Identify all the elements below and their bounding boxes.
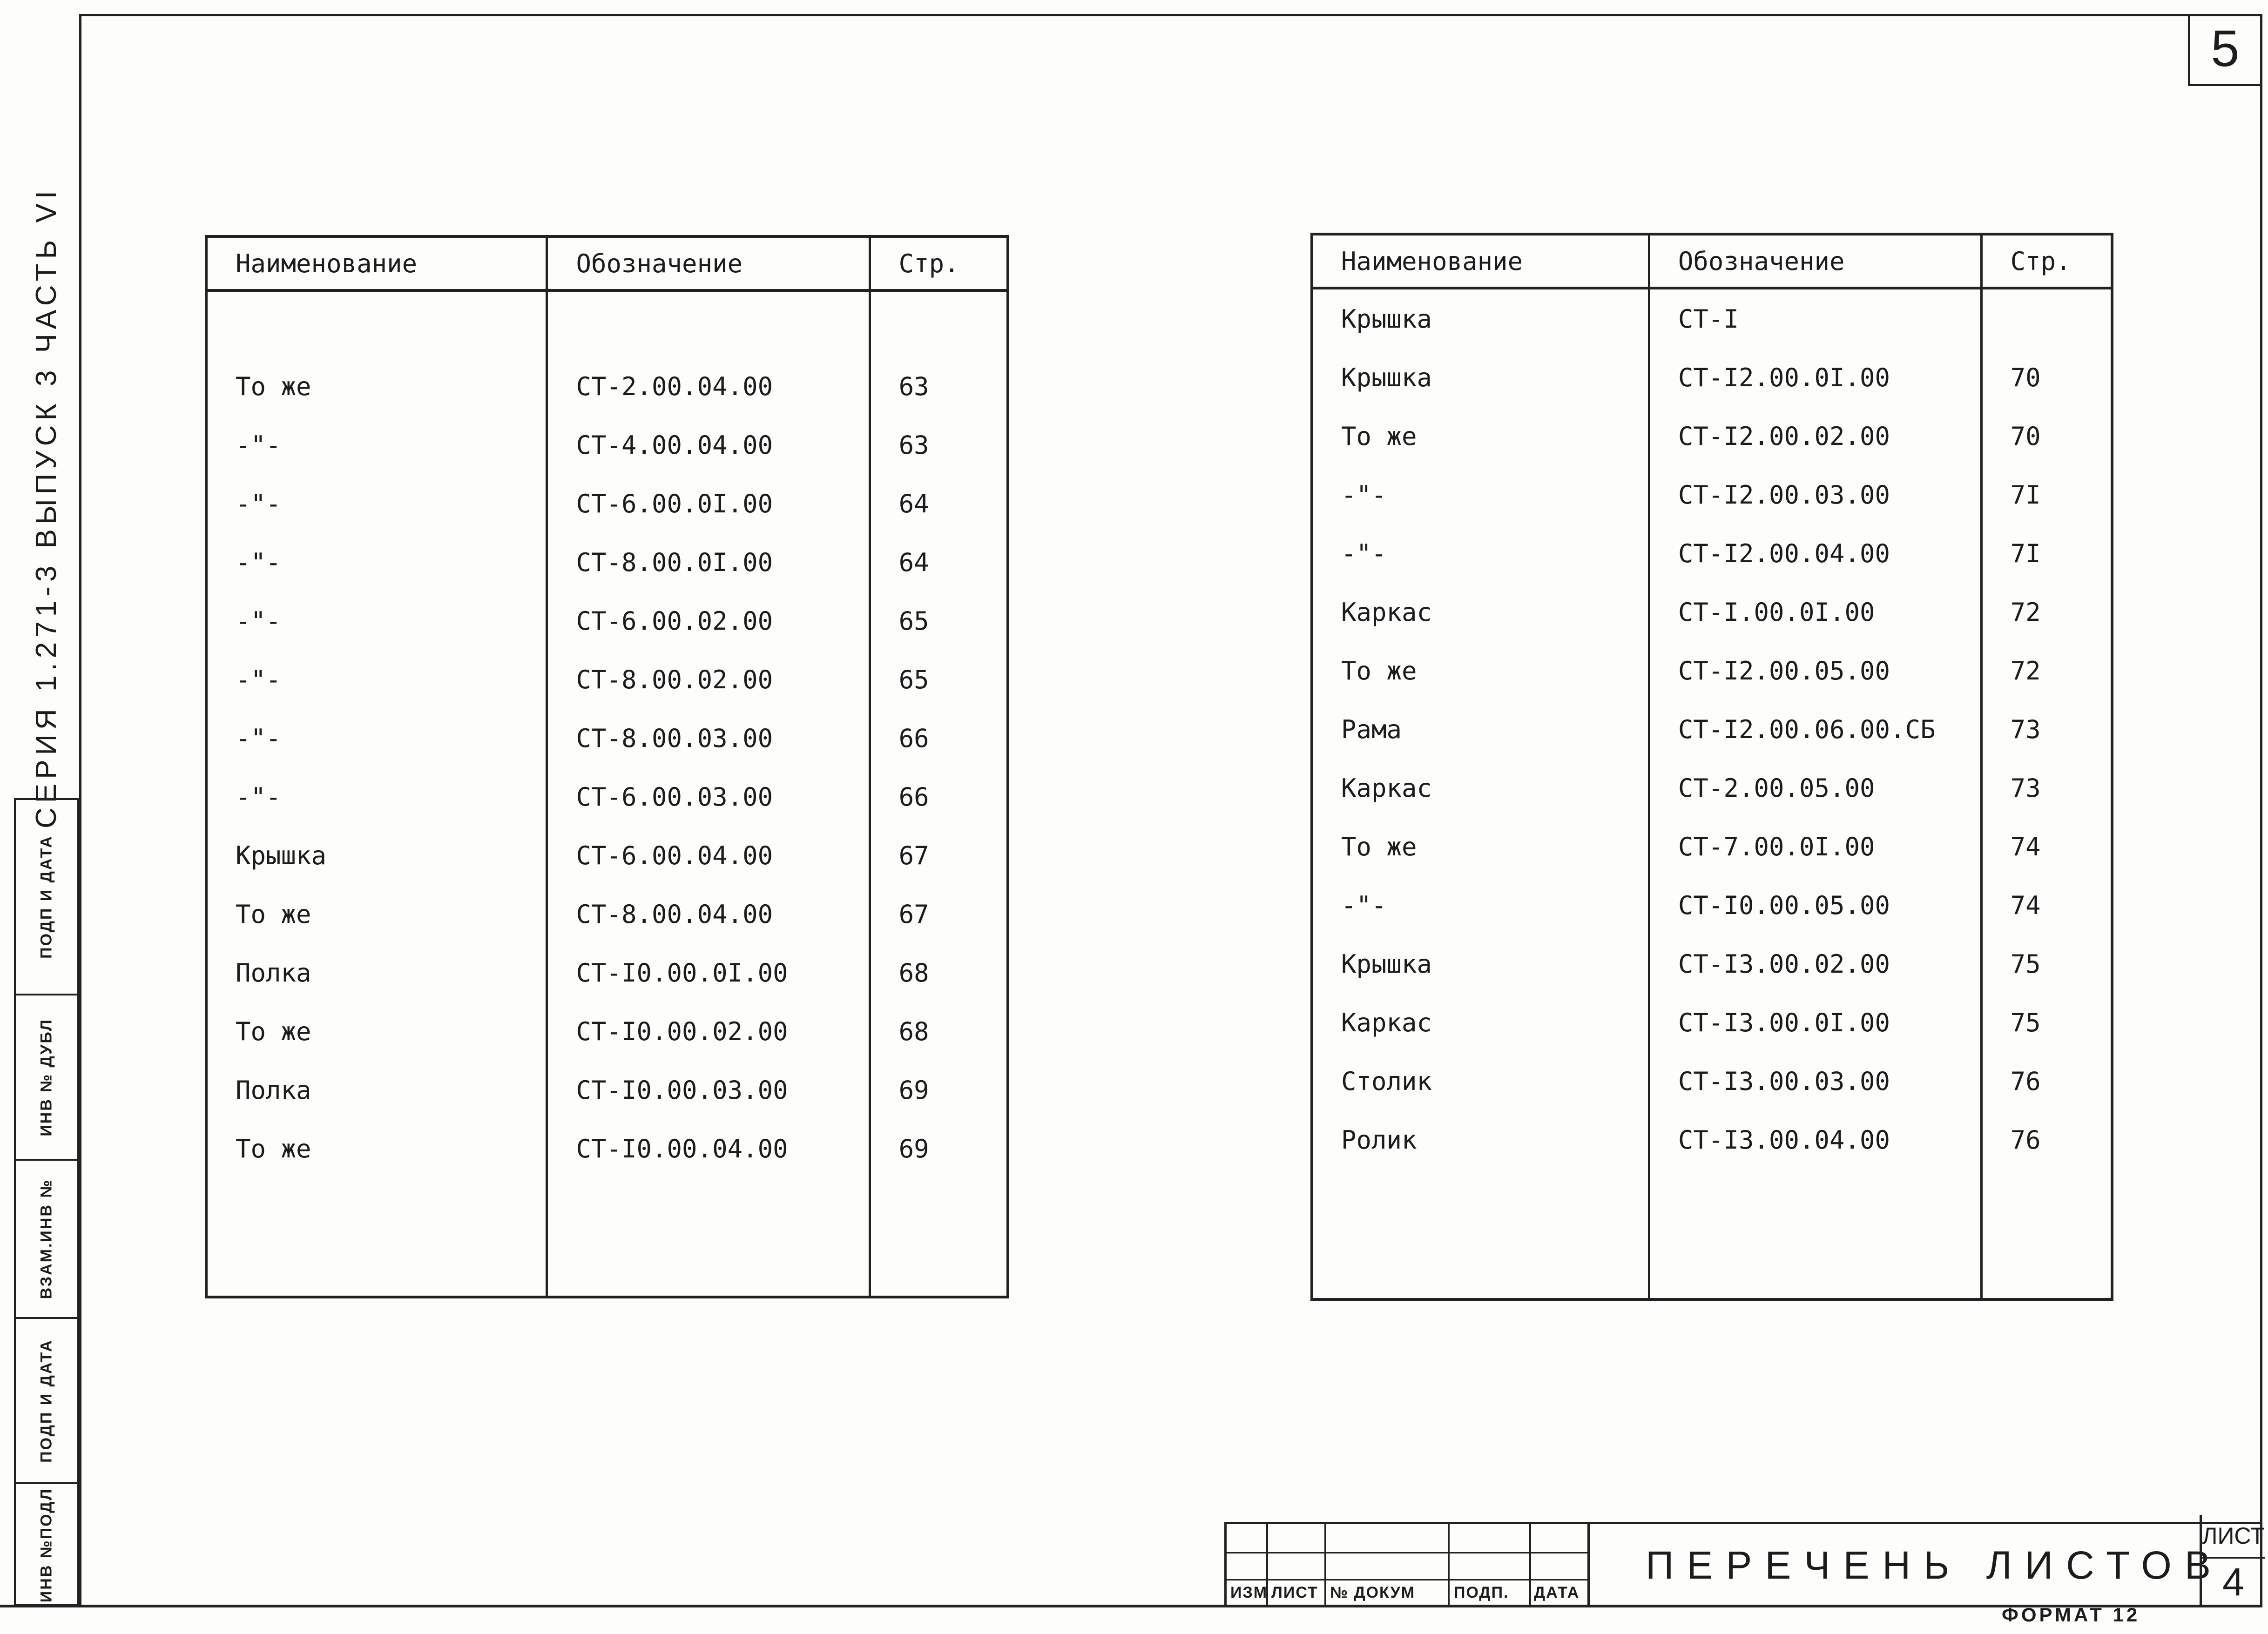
column-header-designation: Обозначение	[1649, 234, 1981, 288]
stamp-cell-sign-date-top	[16, 800, 77, 995]
row-designation: СТ-8.00.04.00	[547, 885, 870, 943]
table-row	[1312, 700, 2112, 759]
row-page: 72	[2010, 656, 2041, 686]
table-row	[1312, 524, 2112, 583]
table-row	[206, 650, 1008, 709]
row-designation: СТ-I0.00.02.00	[547, 1002, 870, 1061]
row-page: 70	[2010, 421, 2041, 451]
row-page: 75	[2010, 949, 2041, 979]
column-header-name: Наименование	[206, 236, 547, 290]
row-page: 64	[898, 547, 929, 577]
row-page: 72	[2010, 597, 2041, 627]
row-designation: СТ-I2.00.0I.00	[1649, 348, 1981, 407]
table-row	[206, 474, 1008, 533]
stamp-label: ВЗАМ.ИНВ №	[37, 1178, 55, 1299]
revision-column-label: № ДОКУМ	[1330, 1584, 1416, 1601]
stamp-cell-orig-inv	[16, 1484, 77, 1606]
column-header-page: Стр.	[870, 236, 1008, 290]
row-designation: СТ-6.00.03.00	[547, 767, 870, 826]
row-designation: СТ-2.00.05.00	[1649, 759, 1981, 817]
row-page: 67	[898, 841, 929, 870]
table-row	[206, 1119, 1008, 1178]
row-page: 75	[2010, 1008, 2041, 1037]
row-name: -"-	[206, 416, 547, 474]
row-page: 76	[2010, 1125, 2041, 1155]
row-name: То же	[1312, 817, 1649, 876]
row-name: Крышка	[206, 826, 547, 885]
row-page: 74	[2010, 832, 2041, 861]
table-row	[1312, 935, 2112, 993]
frame-border-bottom	[0, 1605, 2262, 1607]
series-label: СЕРИЯ 1.271-3 ВЫПУСК 3 ЧАСТЬ VI	[30, 186, 62, 828]
row-name: -"-	[206, 650, 547, 709]
row-name: Полка	[206, 943, 547, 1002]
row-page: 65	[898, 665, 929, 694]
row-designation: СТ-I2.00.03.00	[1649, 465, 1981, 524]
row-name: Крышка	[1312, 935, 1649, 993]
table-row	[1312, 583, 2112, 641]
table-row	[1312, 876, 2112, 935]
table-row	[206, 533, 1008, 592]
column-header-designation: Обозначение	[547, 236, 870, 290]
row-name: Каркас	[1312, 993, 1649, 1052]
row-designation: СТ-8.00.03.00	[547, 709, 870, 767]
drawing-title: ПЕРЕЧЕНЬ ЛИСТОВ	[1646, 1543, 2224, 1587]
table-row	[1312, 759, 2112, 817]
table-row	[1312, 288, 2112, 348]
page-number-box	[2188, 14, 2260, 86]
row-designation: СТ-2.00.04.00	[547, 357, 870, 416]
row-page: 73	[2010, 714, 2041, 744]
grid-line	[1324, 1524, 1326, 1605]
row-name: -"-	[206, 533, 547, 592]
row-designation: СТ-I	[1649, 288, 1981, 348]
row-designation: СТ-6.00.0I.00	[547, 474, 870, 533]
grid-line	[1227, 1579, 1590, 1580]
row-designation: СТ-I.00.0I.00	[1649, 583, 1981, 641]
revision-column-label: ЛИСТ	[1271, 1584, 1318, 1601]
stamp-label: ИНВ № ДУБЛ	[37, 1018, 55, 1136]
row-name: Каркас	[1312, 583, 1649, 641]
row-designation: СТ-I3.00.04.00	[1649, 1110, 1981, 1169]
table-row	[206, 1002, 1008, 1061]
table-row	[1312, 817, 2112, 876]
row-page: 74	[2010, 890, 2041, 920]
row-page: 63	[898, 371, 929, 401]
table-row	[1312, 1052, 2112, 1110]
table-row	[1312, 993, 2112, 1052]
format-label: ФОРМАТ 12	[2002, 1604, 2140, 1626]
row-designation: СТ-I2.00.05.00	[1649, 641, 1981, 700]
revision-column-label: ДАТА	[1534, 1584, 1580, 1601]
table-row	[1312, 407, 2112, 465]
table-row	[1312, 641, 2112, 700]
table-header-row	[1312, 234, 2112, 288]
row-designation: СТ-6.00.04.00	[547, 826, 870, 885]
table-row	[1312, 348, 2112, 407]
row-designation: СТ-8.00.0I.00	[547, 533, 870, 592]
table-row	[206, 943, 1008, 1002]
row-designation: СТ-I3.00.02.00	[1649, 935, 1981, 993]
grid-line	[1448, 1524, 1450, 1605]
table-spacer-row	[206, 290, 1008, 357]
table-row	[206, 1061, 1008, 1119]
row-name: То же	[206, 1002, 547, 1061]
row-name: -"-	[1312, 876, 1649, 935]
row-name: -"-	[1312, 524, 1649, 583]
grid-line	[1227, 1552, 1590, 1553]
row-name: -"-	[206, 709, 547, 767]
sheet-list-table-right	[1310, 233, 2113, 1301]
sheet-list-table-left	[205, 235, 1009, 1298]
stamp-label: ПОДП И ДАТА	[37, 1338, 55, 1463]
row-designation: СТ-I0.00.03.00	[547, 1061, 870, 1119]
table-row	[1312, 465, 2112, 524]
row-name: То же	[1312, 641, 1649, 700]
title-block	[1224, 1522, 2265, 1605]
row-designation: СТ-6.00.02.00	[547, 592, 870, 650]
row-name: То же	[206, 357, 547, 416]
row-designation: СТ-I2.00.04.00	[1649, 524, 1981, 583]
row-page: 69	[898, 1134, 929, 1163]
table-header-row	[206, 236, 1008, 290]
table-row	[206, 767, 1008, 826]
row-name: -"-	[206, 474, 547, 533]
row-designation: СТ-I0.00.0I.00	[547, 943, 870, 1002]
row-page	[1981, 288, 2112, 348]
page-number: 5	[2211, 20, 2240, 77]
row-designation: СТ-7.00.0I.00	[1649, 817, 1981, 876]
row-page: 7I	[2010, 538, 2041, 568]
row-name: Каркас	[1312, 759, 1649, 817]
row-designation: СТ-I0.00.05.00	[1649, 876, 1981, 935]
table-row	[1312, 1110, 2112, 1169]
stamp-cell-dup-inv	[16, 995, 77, 1161]
row-designation: СТ-I3.00.03.00	[1649, 1052, 1981, 1110]
row-designation: СТ-8.00.02.00	[547, 650, 870, 709]
row-page: 76	[2010, 1066, 2041, 1096]
stamp-label: ИНВ №ПОДЛ	[37, 1487, 55, 1602]
row-name: Ролик	[1312, 1110, 1649, 1169]
sheet-number-box	[2200, 1515, 2265, 1607]
frame-border-left	[79, 14, 81, 1606]
row-designation: СТ-I2.00.02.00	[1649, 407, 1981, 465]
row-designation: СТ-I3.00.0I.00	[1649, 993, 1981, 1052]
row-page: 70	[2010, 363, 2041, 392]
row-page: 66	[898, 723, 929, 753]
row-name: Полка	[206, 1061, 547, 1119]
row-name: Крышка	[1312, 348, 1649, 407]
stamp-column	[14, 798, 79, 1606]
grid-line	[1529, 1524, 1531, 1605]
revision-column-label: ПОДП.	[1454, 1584, 1509, 1601]
row-name: То же	[206, 885, 547, 943]
sheet-label: ЛИСТ	[2202, 1515, 2265, 1559]
row-name: То же	[1312, 407, 1649, 465]
row-name: -"-	[206, 592, 547, 650]
row-name: -"-	[1312, 465, 1649, 524]
row-designation: СТ-I2.00.06.00.СБ	[1649, 700, 1981, 759]
row-page: 73	[2010, 773, 2041, 803]
row-designation: СТ-4.00.04.00	[547, 416, 870, 474]
stamp-cell-repl-inv	[16, 1161, 77, 1319]
frame-border-top	[79, 14, 2262, 16]
column-header-page: Стр.	[1981, 234, 2112, 288]
row-name: Столик	[1312, 1052, 1649, 1110]
row-name: То же	[206, 1119, 547, 1178]
row-page: 66	[898, 782, 929, 812]
row-page: 63	[898, 430, 929, 460]
row-page: 65	[898, 606, 929, 636]
stamp-cell-sign-date	[16, 1319, 77, 1484]
table-row	[206, 416, 1008, 474]
sheet-number: 4	[2222, 1560, 2244, 1604]
row-page: 64	[898, 489, 929, 518]
table-row	[206, 357, 1008, 416]
row-name: Крышка	[1312, 288, 1649, 348]
row-page: 7I	[2010, 480, 2041, 510]
table-row	[206, 826, 1008, 885]
frame-border-right	[2260, 14, 2262, 1606]
column-header-name: Наименование	[1312, 234, 1649, 288]
table-row	[206, 592, 1008, 650]
table-row	[206, 709, 1008, 767]
table-filler-row	[206, 1178, 1008, 1297]
row-name: -"-	[206, 767, 547, 826]
revision-grid	[1227, 1524, 1590, 1605]
table-row	[206, 885, 1008, 943]
row-designation: СТ-I0.00.04.00	[547, 1119, 870, 1178]
row-name: Рама	[1312, 700, 1649, 759]
row-page: 69	[898, 1075, 929, 1105]
revision-column-label: ИЗМ	[1230, 1584, 1268, 1601]
row-page: 67	[898, 899, 929, 929]
row-page: 68	[898, 958, 929, 988]
stamp-label: ПОДП И ДАТА	[37, 835, 55, 959]
table-filler-row	[1312, 1169, 2112, 1299]
row-page: 68	[898, 1016, 929, 1046]
